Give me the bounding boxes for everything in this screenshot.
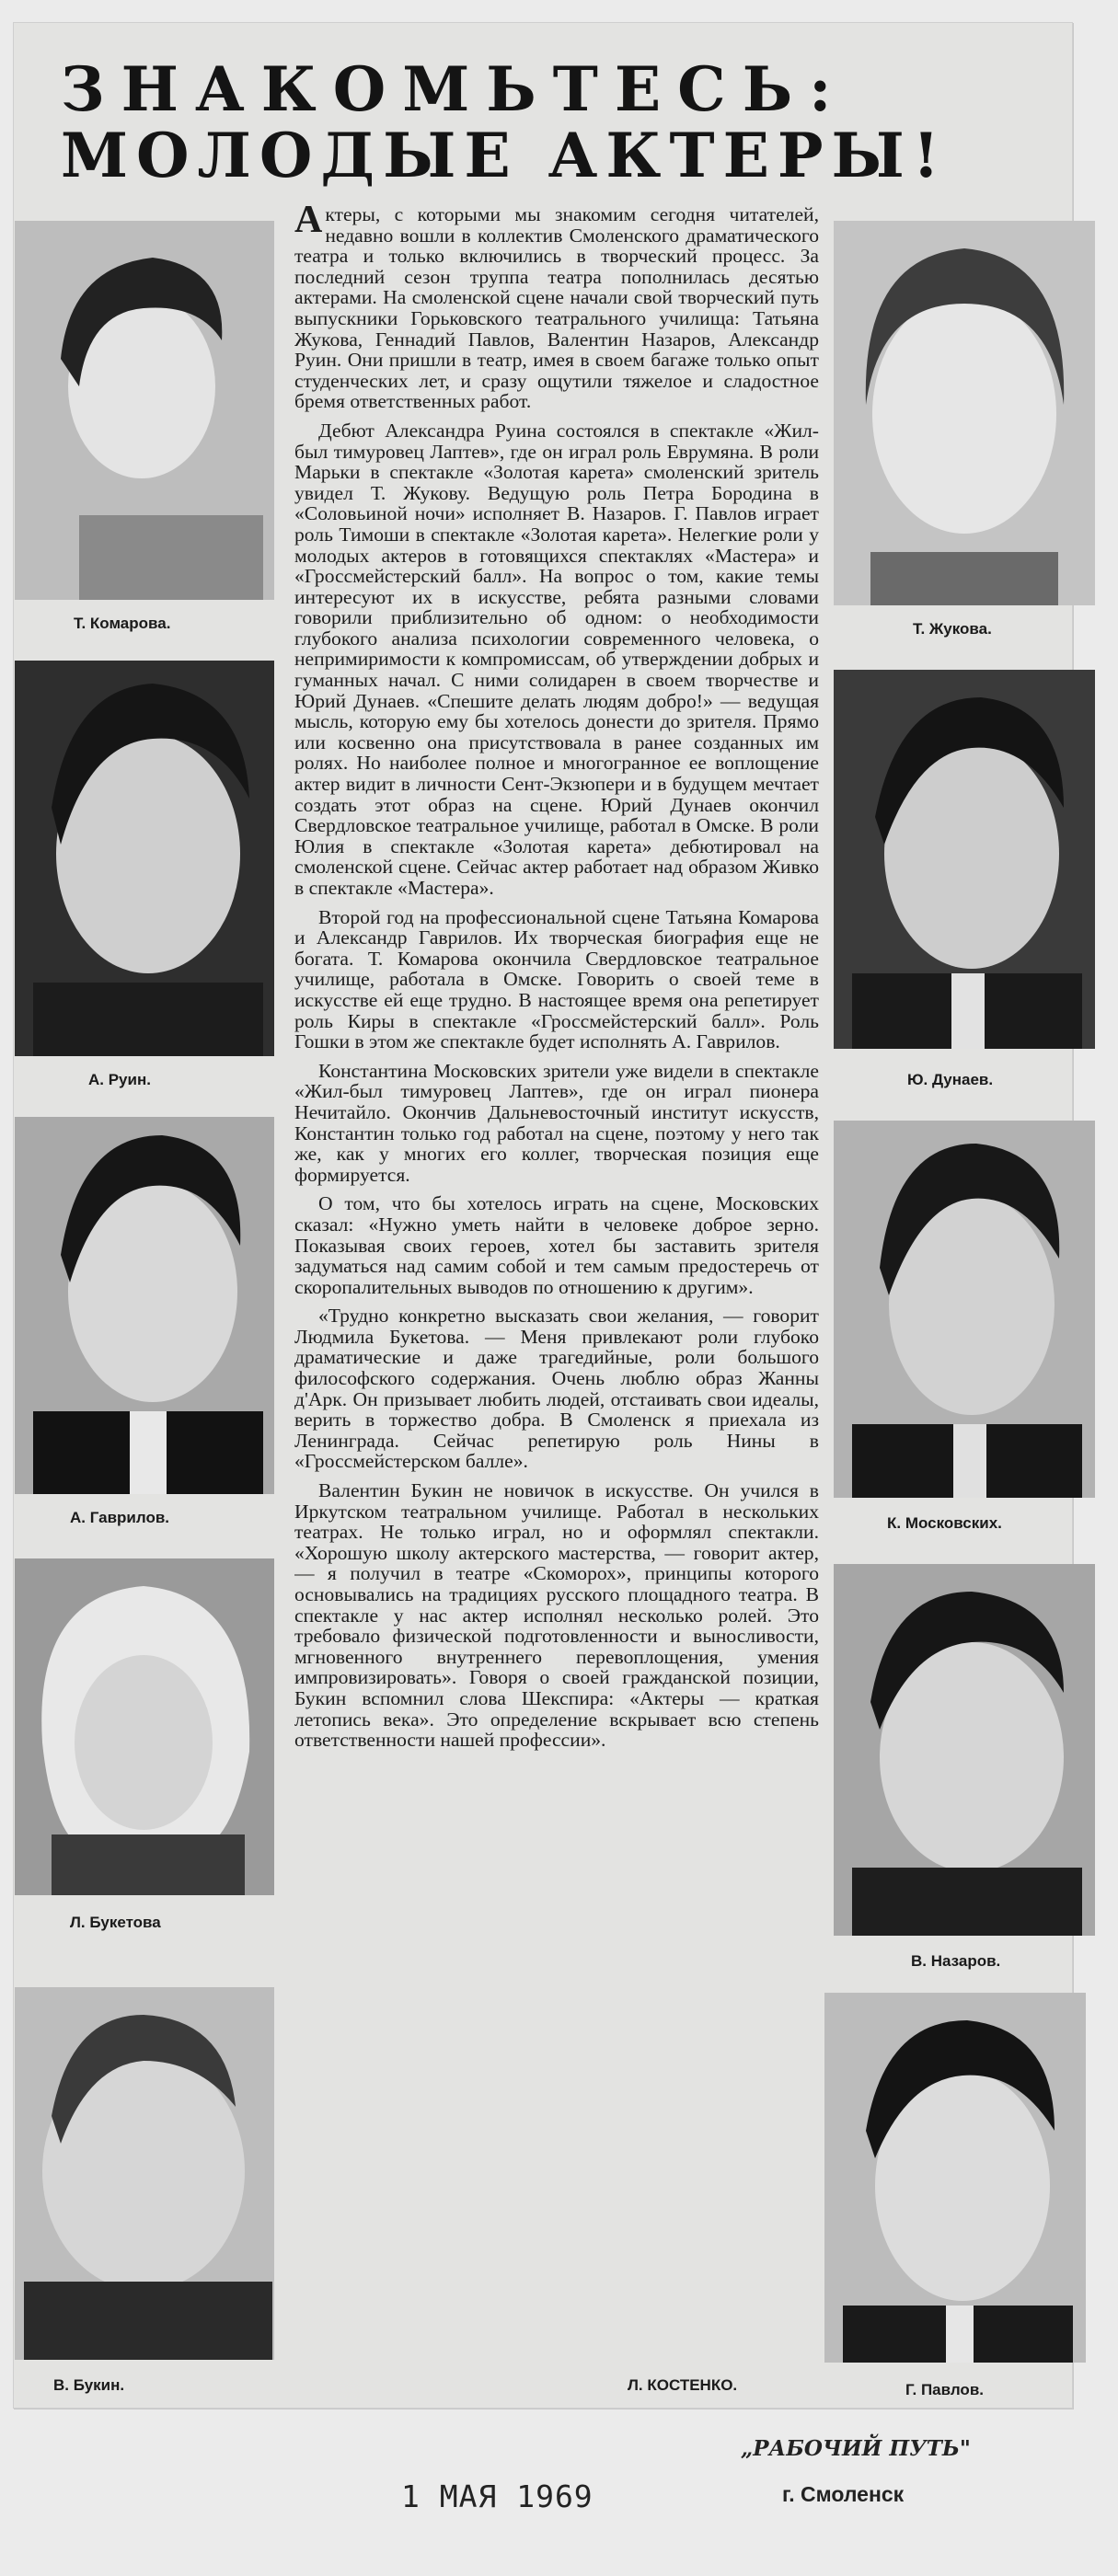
headline-line-2: МОЛОДЫЕ АКТЕРЫ! <box>61 120 948 191</box>
caption-zhukova: Т. Жукова. <box>913 620 992 638</box>
headline-line-1: ЗНАКОМЬТЕСЬ: <box>61 53 848 125</box>
article-paragraph: «Трудно конкретно высказать свои желания, — говорит Людмила Букетова. — Меня привлекают роли глубоко драматические и даже трагедийные, роли большого философского содержания. Очень люблю образ Жанны д'Арк. Он призывает любить людей, отстаивать свои идеалы, верить в торжество добра. В Смоленск я приехала из Ленинграда. Сейчас репетирую роль Нины в «Гроссмейстерском балле». <box>294 1305 819 1473</box>
article-body <box>294 204 819 2348</box>
caption-nazarov: В. Назаров. <box>911 1952 1001 1970</box>
photo-buketova <box>15 1558 274 1895</box>
photo-pavlov <box>824 1993 1086 2363</box>
photo-ruin <box>15 661 274 1056</box>
photo-bukin <box>15 1987 274 2360</box>
caption-komarova: Т. Комарова. <box>74 615 171 632</box>
date-stamp: 1 МАЯ 1969 <box>401 2478 594 2514</box>
article-author: Л. КОСТЕНКО. <box>628 2376 738 2394</box>
photo-dunaev <box>834 670 1095 1049</box>
photo-nazarov <box>834 1564 1095 1936</box>
newspaper-city: г. Смоленск <box>782 2482 905 2506</box>
photo-gavrilov <box>15 1117 274 1494</box>
caption-ruin: А. Руин. <box>88 1071 151 1088</box>
caption-dunaev: Ю. Дунаев. <box>907 1071 994 1088</box>
article-paragraph: Актеры, с которыми мы знакомим сегодня читателей, недавно вошли в коллектив Смоленского драматического театра и только включились в творческий процесс. За последний сезон труппа театра пополнилась десятью актерами. На смоленской сцене начали свой творческий путь выпускники Горьковского театрального училища: Татьяна Жукова, Геннадий Павлов, Валентин Назаров, Александр Руин. Они пришли в театр, имея в своем багаже только опыт студенческих лет, и сразу ощутили тяжелое и сладостное бремя ответственных работ. <box>294 204 819 413</box>
caption-pavlov: Г. Павлов. <box>905 2381 984 2398</box>
caption-gavrilov: А. Гаврилов. <box>70 1509 170 1526</box>
photo-zhukova <box>834 221 1095 605</box>
article-paragraph: Второй год на профессиональной сцене Татьяна Комарова и Александр Гаврилов. Их творческая биография еще не богата. Т. Комарова окончила Свердловское театральное училище, работала в Омске. Говорить о своей теме в искусстве ей еще трудно. В настоящее время она репетирует роль Киры в спектакле «Гроссмейстерский балл». Роль Гошки в этом же спектакле будет исполнять А. Гаврилов. <box>294 905 819 1053</box>
caption-moskovskikh: К. Московских. <box>887 1514 1002 1532</box>
photo-komarova <box>15 221 274 600</box>
article-paragraph: Константина Московских зрители уже видели в спектакле «Жил-был тимуровец Лаптев», где он играл пионера Нечитайло. Окончив Дальневосточный институт искусств, Константин только год работал на сцене, поэтому у него так же, как у многих его коллег, творческая позиция еще формируется. <box>294 1059 819 1186</box>
article-paragraph: О том, что бы хотелось играть на сцене, Московских сказал: «Нужно уметь найти в человеке доброе зерно. Показывая своих героев, хотел бы заставить зрителя задуматься над самим собой и тем самым предостеречь от скоропалительных выводов по отношению к другим». <box>294 1192 819 1298</box>
photo-moskovskikh <box>834 1121 1095 1498</box>
article-paragraph: Дебют Александра Руина состоялся в спектакле «Жил-был тимуровец Лаптев», где он играл роль Еврумяна. В роли Марьки в спектакле «Золотая карета» смоленский зритель увидел Т. Жукову. Ведущую роль Петра Бородина в «Соловьиной ночи» исполняет В. Назаров. Г. Павлов играет роль Тимоши в спектакле «Золотая карета». Нелегкие роли у молодых актеров в готовящихся спектаклях «Мастера» и «Гроссмейстерский балл». На вопрос о том, какие темы интересуют их в искусстве, ребята разными словами говорили приблизительно об одном: о необходимости глубокого анализа психологии современного человека, о непримиримости к компромиссам, об утверждении добрых и гуманных начал. С ними солидарен в своем творчестве и Юрий Дунаев. «Спешите делать людям добро!» — ведущая мысль, которую ему бы хотелось донести до зрителя. Прямо или косвенно она присутствовала в ранее созданных им ролях. Но наиболее полное и многогранное ее воплощение актер видит в личности Сент-Экзюпери и в будущем мечтает создать этот образ на сцене. Юрий Дунаев окончил Свердловское театральное училище, работал в Омске. В роли Юлия в спектакле «Золотая карета» дебютировал на смоленской сцене. Сейчас актер работает над образом Живко в спектакле «Мастера». <box>294 419 819 899</box>
caption-bukin: В. Букин. <box>53 2376 125 2394</box>
caption-buketova: Л. Букетова <box>70 1914 161 1931</box>
newspaper-name: „РАБОЧИЙ ПУТЬ" <box>741 2436 971 2461</box>
article-paragraph: Валентин Букин не новичок в искусстве. Он учился в Иркутском театральном училище. Работал в нескольких театрах. Не только играл, но и оформлял спектакли. «Хорошую школу актерского мастерства, — говорит актер, — я получил в театре «Скоморох», принципы которого основывались на традициях русского площадного театра. В спектакле у нас актер исполнял несколько ролей. Это требовало физической подготовленности и выносливости, мгновенного внутреннего перевоплощения, умения импровизировать». Говоря о своей гражданской позиции, Букин вспомнил слова Шекспира: «Актеры — краткая летопись века». Это определение вскрывает всю степень ответственности нашей профессии». <box>294 1479 819 1752</box>
